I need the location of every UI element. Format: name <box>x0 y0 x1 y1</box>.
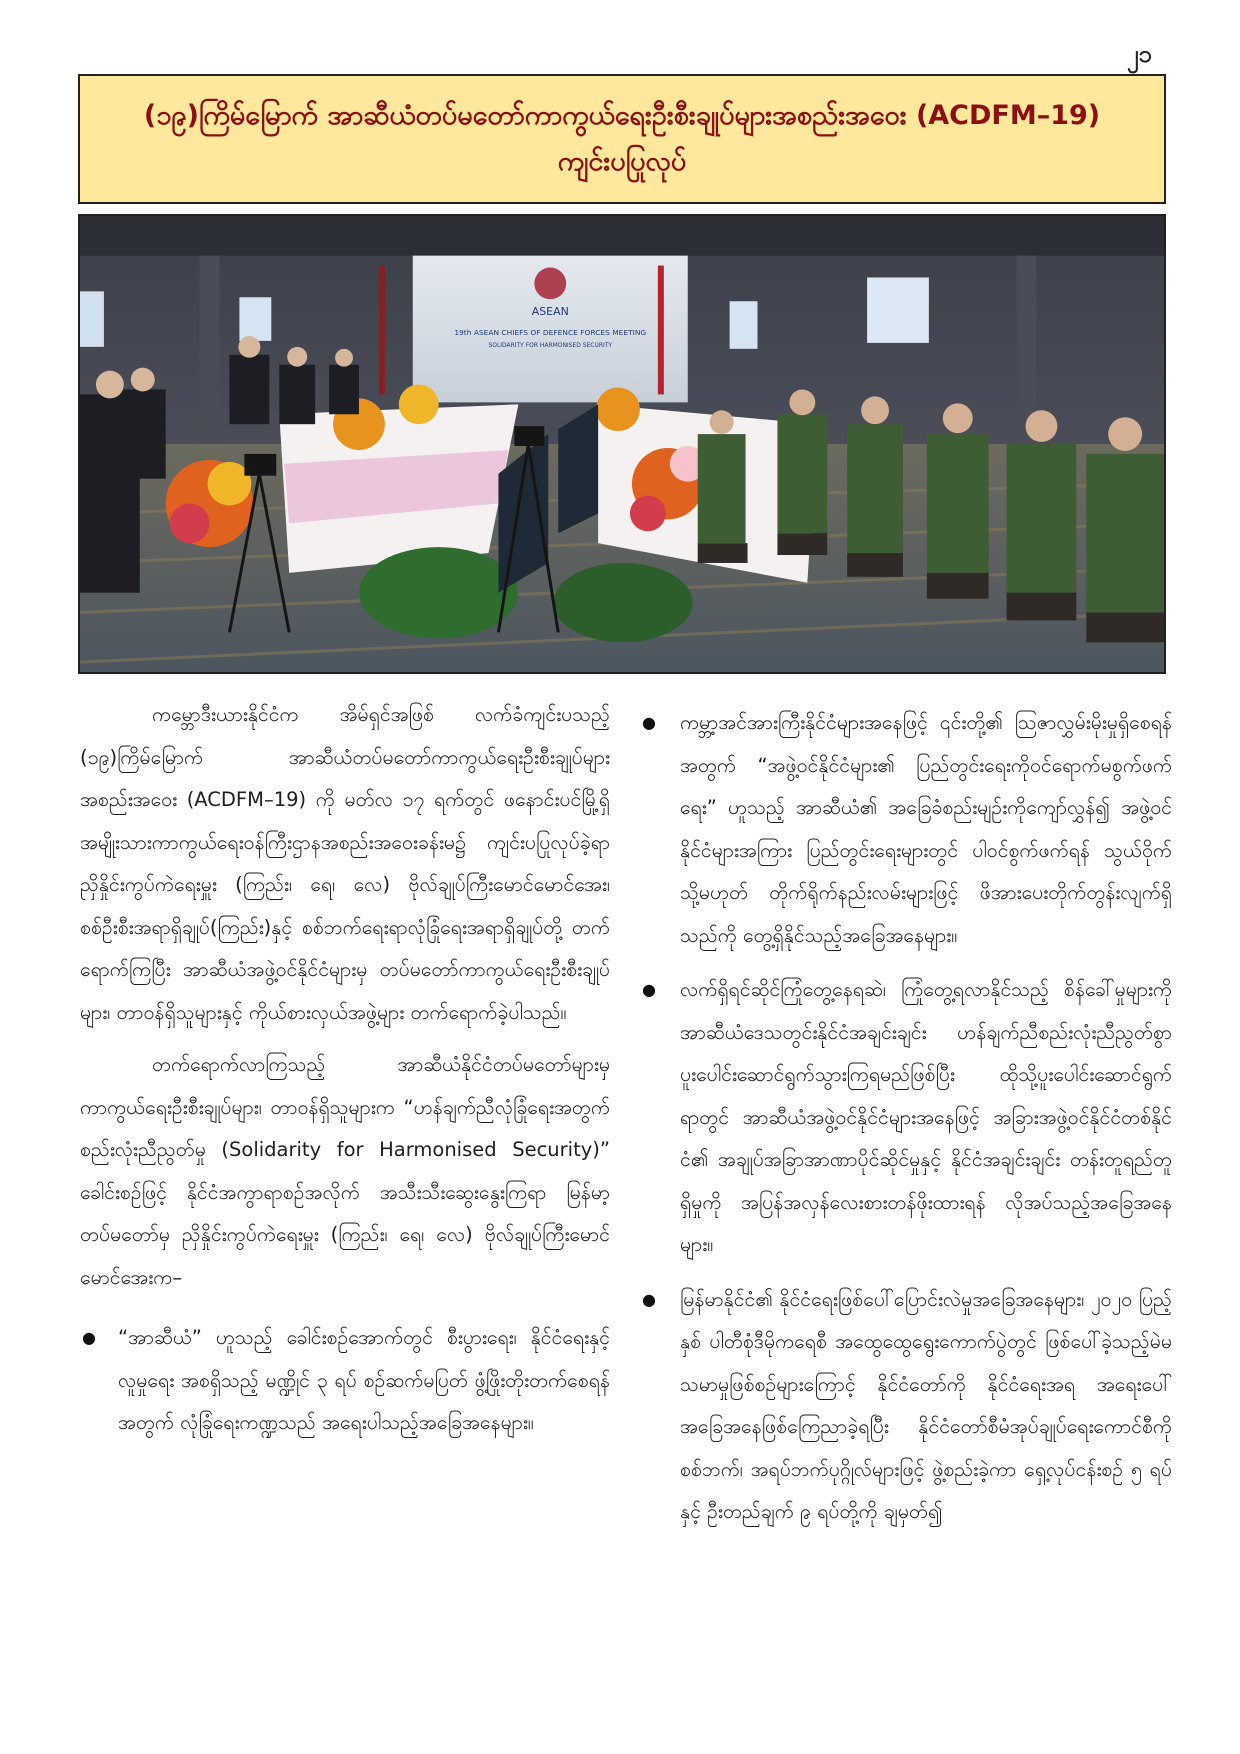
headline-line-1: (၁၉)ကြိမ်မြောက် အာဆီယံတပ်မတော်ကာကွယ်ရေးဦးစီးချုပ်များအစည်းအဝေး (ACDFM–19) <box>143 100 1101 131</box>
meeting-photo <box>78 214 1166 674</box>
bullet-item-challenges: ● လက်ရှိရင်ဆိုင်ကြုံတွေ့နေရဆဲ၊ ကြုံတွေ့ရလာနိုင်သည့် စိန်ခေါ်မှုများကို အာဆီယံဒေသတွင်းနိုင်ငံအချင်းချင်း ဟန်ချက်ညီစည်းလုံးညီညွတ်စွာ ပူးပေါင်းဆောင်ရွက်သွားကြရမည်ဖြစ်ပြီး ထိုသို့ပူးပေါင်းဆောင်ရွက်ရာတွင် အာဆီယံအဖွဲ့ဝင်နိုင်ငံများအနေဖြင့် အခြားအဖွဲ့ဝင်နိုင်ငံတစ်နိုင်ငံ၏ အချုပ်အခြာအာဏာပိုင်ဆိုင်မှုနှင့် နိုင်ငံအချင်းချင်း တန်းတူရည်တူရှိမှုကို အပြန်အလှန်လေးစားတန်ဖိုးထားရန် လိုအပ်သည့်အခြေအနေများ။ <box>640 969 1172 1267</box>
bullet-item-security-pillars: ● “အာဆီယံ” ဟူသည့် ခေါင်းစဉ်အောက်တွင် စီးပွားရေး၊ နိုင်ငံရေးနှင့် လူမှုရေး အစရှိသည့် မဏ္ဍိုင် ၃ ရပ် စဉ်ဆက်မပြတ် ဖွံ့ဖြိုးတိုးတက်စေရန်အတွက် လုံခြုံရေးကဏ္ဍသည် အရေးပါသည့်အခြေအနေများ။ <box>80 1317 610 1445</box>
meeting-photo-illustration <box>80 216 1164 672</box>
banner-brand: ASEAN <box>531 305 569 319</box>
article-paragraph-2: တက်ရောက်လာကြသည့် အာဆီယံနိုင်ငံတပ်မတော်များမှ ကာကွယ်ရေးဦးစီးချုပ်များ၊ တာဝန်ရှိသူများက “ဟန်ချက်ညီလုံခြုံရေးအတွက် စည်းလုံးညီညွတ်မှု (Solidarity for Harmonised Security)” ခေါင်းစဉ်ဖြင့် နိုင်ငံအကွာရာစဉ်အလိုက် အသီးသီးဆွေးနွေးကြရာ မြန်မာ့တပ်မတော်မှ ညှိနှိုင်းကွပ်ကဲရေးမှူး (ကြည်း၊ ရေ၊ လေ) ဗိုလ်ချုပ်ကြီးမောင်မောင်အေးက– <box>80 1053 610 1289</box>
bullet-item-non-interference: ● ကမ္ဘာ့အင်အားကြီးနိုင်ငံများအနေဖြင့် ၎င်းတို့၏ သြဇာလွှမ်းမိုးမှုရှိစေရန်အတွက် “အဖွဲ့ဝင်နိုင်ငံများ၏ ပြည်တွင်းရေးကိုဝင်ရောက်မစွက်ဖက်ရေး” ဟူသည့် အာဆီယံ၏ အခြေခံစည်းမျဉ်းကိုကျော်လွှန်၍ အဖွဲ့ဝင်နိုင်ငံများအကြား ပြည်တွင်းရေးများတွင် ပါဝင်စွက်ဖက်ရန် သွယ်ဝိုက် သို့မဟုတ် တိုက်ရိုက်နည်းလမ်းများဖြင့် ဖိအားပေးတိုက်တွန်းလျက်ရှိသည်ကို တွေ့ရှိနိုင်သည့်အခြေအနေများ။ <box>640 702 1172 957</box>
headline-box <box>78 74 1166 204</box>
banner-heading: 19th ASEAN CHIEFS OF DEFENCE FORCES MEETING <box>454 327 647 337</box>
article-column-left <box>80 694 610 1457</box>
bullet-item-myanmar-situation: ● မြန်မာနိုင်ငံ၏ နိုင်ငံရေးဖြစ်ပေါ်ပြောင်းလဲမှုအခြေအနေများ၊ ၂၀၂၀ ပြည့်နှစ် ပါတီစုံဒီမိုကရေစီ အထွေထွေရွေးကောက်ပွဲတွင် ဖြစ်ပေါ်ခဲ့သည့်မဲမသမာမှုဖြစ်စဉ်များကြောင့် နိုင်ငံတော်ကို နိုင်ငံရေးအရ အရေးပေါ်အခြေအနေဖြစ်ကြေညာခဲ့ရပြီး နိုင်ငံတော်စီမံအုပ်ချုပ်ရေးကောင်စီကို စစ်ဘက်၊ အရပ်ဘက်ပုဂ္ဂိုလ်များဖြင့် ဖွဲ့စည်းခဲ့ကာ ရှေ့လုပ်ငန်းစဉ် ၅ ရပ်နှင့် ဦးတည်ချက် ၉ ရပ်တို့ကို ချမှတ်၍ <box>640 1279 1172 1534</box>
article-paragraph-1: ကမ္ဘောဒီးယားနိုင်ငံက အိမ်ရှင်အဖြစ် လက်ခံကျင်းပသည့် (၁၉)ကြိမ်မြောက် အာဆီယံတပ်မတော်ကာကွယ်ရေးဦးစီးချုပ်များအစည်းအဝေး (ACDFM–19) ကို မတ်လ ၁၇ ရက်တွင် ဖနောင်းပင်မြို့ရှိ အမျိုးသားကာကွယ်ရေးဝန်ကြီးဌာနအစည်းအဝေးခန်းမ၌ ကျင်းပပြုလုပ်ခဲ့ရာ ညှိနှိုင်းကွပ်ကဲရေးမှူး (ကြည်း၊ ရေ၊ လေ) ဗိုလ်ချုပ်ကြီးမောင်မောင်အေး၊ စစ်ဦးစီးအရာရှိချုပ်(ကြည်း)နှင့် စစ်ဘက်ရေးရာလုံခြုံရေးအရာရှိချုပ်တို့ တက်ရောက်ကြပြီး အာဆီယံအဖွဲ့ဝင်နိုင်ငံများမှ တပ်မတော်ကာကွယ်ရေးဦးစီးချုပ်များ၊ တာဝန်ရှိသူများနှင့် ကိုယ်စားလှယ်အဖွဲ့များ တက်ရောက်ခဲ့ပါသည်။ <box>80 703 610 1024</box>
banner-subheading: SOLIDARITY FOR HARMONISED SECURITY <box>488 341 613 349</box>
headline-line-2: ကျင်းပပြုလုပ် <box>557 146 687 177</box>
page-number: ၂၁ <box>1126 40 1152 68</box>
article-column-right <box>640 694 1172 1546</box>
